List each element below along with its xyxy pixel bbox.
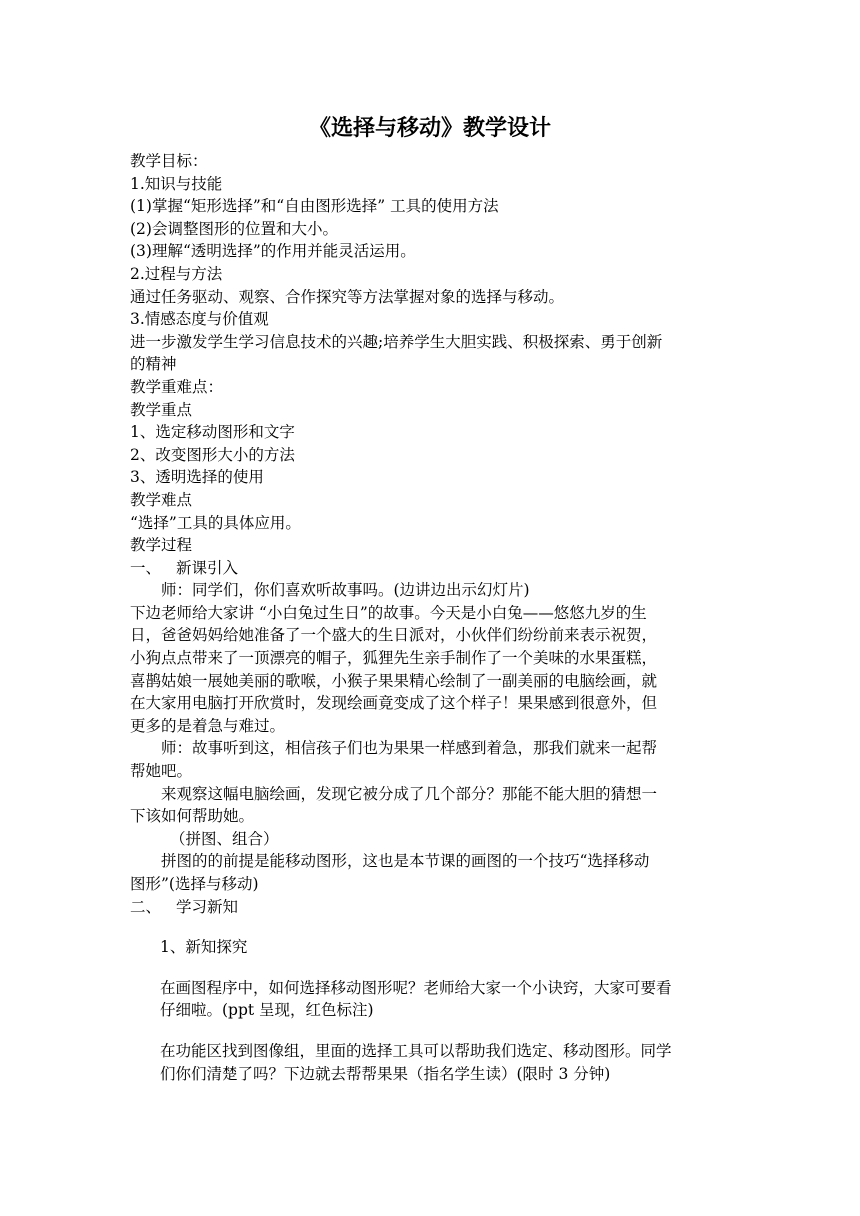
objective-3-text-line-2: 的精神 [130,355,177,374]
paragraph-3-line-1: 师：故事听到这，相信孩子们也为果果一样感到着急，那我们就来一起帮 [161,739,658,758]
paragraph-1: 师：同学们，你们喜欢听故事吗。(边讲边出示幻灯片) [161,581,530,600]
objective-1-item-2: (2)会调整图形的位置和大小。 [130,219,338,238]
objective-2-text: 通过任务驱动、观察、合作探究等方法掌握对象的选择与移动。 [130,287,565,306]
objective-3-heading: 3.情感态度与价值观 [130,310,269,329]
focus-item-2: 2、改变图形大小的方法 [130,445,295,464]
paragraph-2-line-1: 下边老师给大家讲 “小白兔过生日”的故事。今天是小白兔——悠悠九岁的生 [130,603,647,622]
section-1-number: 一、 [130,558,162,577]
paragraph-6-line-1: 拼图的的前提是能移动图形，这也是本节课的画图的一个技巧“选择移动 [161,852,650,871]
paragraph-7-line-2: 仔细啦。(ppt 呈现，红色标注) [160,1001,374,1020]
focus-item-3: 3、透明选择的使用 [130,468,264,487]
section-1-heading [130,557,730,580]
paragraph-2-line-3: 小狗点点带来了一顶漂亮的帽子，狐狸先生亲手制作了一个美味的水果蛋糕， [130,649,658,668]
paragraph-7-line-1: 在画图程序中，如何选择移动图形呢？老师给大家一个小诀窍，大家可要看 [160,978,672,997]
paragraph-4-line-1: 来观察这幅电脑绘画，发现它被分成了几个部分？那能不能大胆的猜想一 [161,784,658,803]
paragraph-8-line-2: 们你们清楚了吗？下边就去帮帮果果（指名学生读）(限时 3 分钟) [160,1064,611,1083]
paragraph-4-line-2: 下该如何帮助她。 [130,807,255,826]
section-1-title: 新课引入 [176,558,239,577]
difficulty-text: “选择”工具的具体应用。 [130,513,301,532]
focus-item-1: 1、选定移动图形和文字 [130,423,295,442]
objective-3-text-line-1: 进一步激发学生学习信息技术的兴趣;培养学生大胆实践、积极探索、勇于创新 [130,332,663,351]
objectives-heading: 教学目标： [130,152,208,170]
paragraph-3-line-2: 帮她吧。 [130,762,193,781]
paragraph-2-line-6: 更多的是着急与难过。 [130,716,286,735]
section-2-title: 学习新知 [176,897,239,916]
objective-1-heading: 1.知识与技能 [130,174,223,193]
section-2-number: 二、 [130,897,162,916]
objective-1-item-3: (3)理解“透明选择”的作用并能灵活运用。 [130,242,416,261]
objective-1-item-1: (1)掌握“矩形选择”和“自由图形选择” 工具的使用方法 [130,197,499,216]
paragraph-6-line-2: 图形”(选择与移动) [130,875,259,893]
paragraph-2-line-4: 喜鹊姑娘一展她美丽的歌喉，小猴子果果精心绘制了一副美丽的电脑绘画，就 [130,671,658,690]
document-body [130,150,730,1085]
paragraph-8-line-1: 在功能区找到图像组，里面的选择工具可以帮助我们选定、移动图形。同学 [160,1041,672,1060]
objective-2-heading: 2.过程与方法 [130,264,223,283]
paragraph-2-line-5: 在大家用电脑打开欣赏时，发现绘画竟变成了这个样子！果果感到很意外，但 [130,694,658,713]
focus-heading: 教学重点 [130,400,193,419]
process-heading: 教学过程 [130,536,193,555]
paragraph-5: （拼图、组合） [170,829,279,848]
paragraph-2-line-2: 日，爸爸妈妈给她准备了一个盛大的生日派对，小伙伴们纷纷前来表示祝贺， [130,626,658,645]
subsection-1-heading: 1、新知探究 [160,938,248,957]
keypoints-heading: 教学重难点： [130,377,224,396]
difficulty-heading: 教学难点 [130,490,193,509]
document-title: 《选择与移动》教学设计 [308,115,551,141]
section-2-heading [130,896,730,919]
